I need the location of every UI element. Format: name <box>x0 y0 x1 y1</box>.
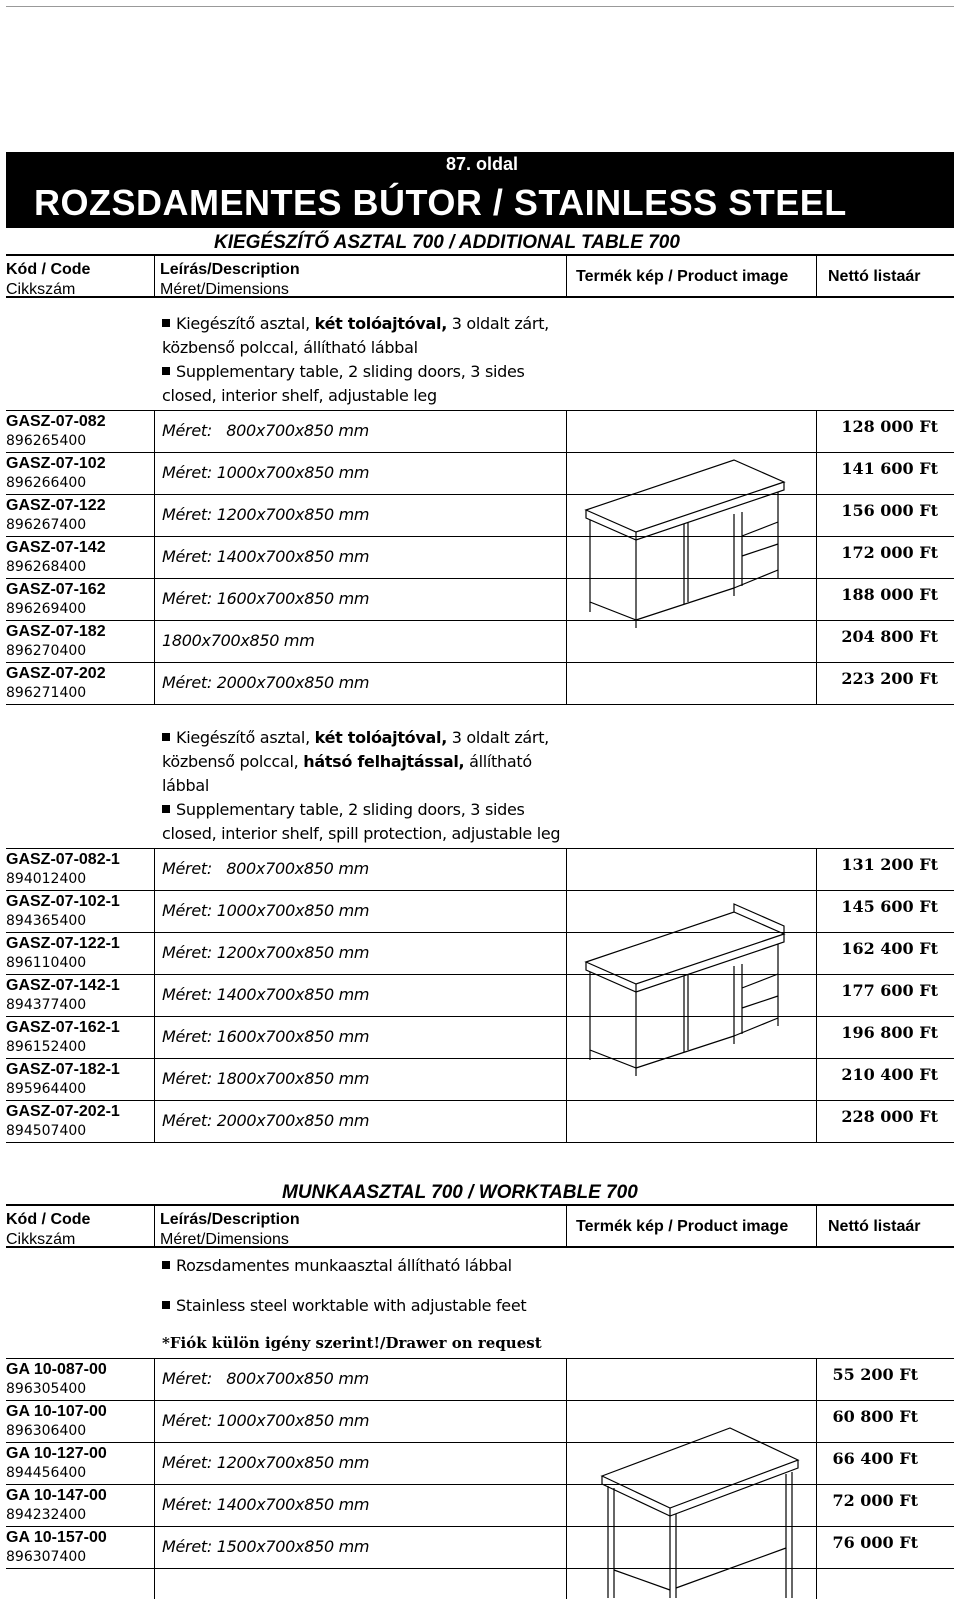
table-row: GASZ-07-162-1 896152400 Méret: 1600x700x850 mm 196 800 Ft <box>6 1019 938 1055</box>
header-image: Termék kép / Product image <box>576 268 789 285</box>
table-row: GASZ-07-142-1 894377400 Méret: 1400x700x850 mm 177 600 Ft <box>6 977 938 1013</box>
header-price: Nettó listaár <box>828 268 921 285</box>
section1-title: KIEGÉSZÍTŐ ASZTAL 700 / ADDITIONAL TABLE 700 <box>214 232 680 253</box>
header-image: Termék kép / Product image <box>576 1218 789 1235</box>
table-row: GASZ-07-122-1 896110400 Méret: 1200x700x850 mm 162 400 Ft <box>6 935 938 971</box>
title-bar <box>6 152 954 228</box>
section3-description-hu: Rozsdamentes munkaasztal állítható lábbal <box>162 1254 512 1278</box>
header-cikkszam: Cikkszám <box>6 281 76 298</box>
top-rule <box>6 6 954 7</box>
table-row: GASZ-07-122 896267400 Méret: 1200x700x850 mm 156 000 Ft <box>6 497 938 533</box>
header-dimensions: Méret/Dimensions <box>160 1231 289 1248</box>
table-row: GASZ-07-182 896270400 1800x700x850 mm 204 800 Ft <box>6 623 938 659</box>
table-row: GASZ-07-082-1 894012400 Méret: 800x700x850 mm 131 200 Ft <box>6 851 938 887</box>
header-code: Kód / Code <box>6 261 91 278</box>
table-row: GASZ-07-082 896265400 Méret: 800x700x850 mm 128 000 Ft <box>6 413 938 449</box>
worktable-image <box>600 1420 800 1598</box>
table-row: GASZ-07-202 896271400 Méret: 2000x700x850 mm 223 200 Ft <box>6 665 938 701</box>
section1-description: Kiegészítő asztal, két tolóajtóval, 3 oldalt zárt, közbenső polccal, állítható lábbal Supplementary table, 2 sliding doors, 3 sides closed, interior shelf, adjustable leg <box>162 314 549 405</box>
table-row: GASZ-07-102 896266400 Méret: 1000x700x850 mm 141 600 Ft <box>6 455 938 491</box>
section3-description-en: Stainless steel worktable with adjustable feet <box>162 1294 526 1318</box>
page-number: 87. oldal <box>445 154 518 174</box>
cabinet-table-splash-image <box>584 900 804 1076</box>
table-row: GA 10-147-00 894232400 Méret: 1400x700x850 mm 72 000 Ft <box>6 1487 918 1523</box>
table-row: GASZ-07-182-1 895964400 Méret: 1800x700x850 mm 210 400 Ft <box>6 1061 938 1097</box>
table-row: GA 10-087-00 896305400 Méret: 800x700x850 mm 55 200 Ft <box>6 1361 918 1397</box>
section3-title: MUNKAASZTAL 700 / WORKTABLE 700 <box>282 1182 638 1203</box>
page-title: ROZSDAMENTES BÚTOR / STAINLESS STEEL <box>34 182 847 223</box>
header-cikkszam: Cikkszám <box>6 1231 76 1248</box>
table-row: GASZ-07-102-1 894365400 Méret: 1000x700x850 mm 145 600 Ft <box>6 893 938 929</box>
header-description: Leírás/Description <box>160 261 300 278</box>
table-row: GASZ-07-142 896268400 Méret: 1400x700x850 mm 172 000 Ft <box>6 539 938 575</box>
table-row: GASZ-07-162 896269400 Méret: 1600x700x850 mm 188 000 Ft <box>6 581 938 617</box>
header-description: Leírás/Description <box>160 1211 300 1228</box>
table-header <box>6 254 954 298</box>
header-code: Kód / Code <box>6 1211 91 1228</box>
table-row: GA 10-107-00 896306400 Méret: 1000x700x850 mm 60 800 Ft <box>6 1403 918 1439</box>
drawer-note: *Fiók külön igény szerint!/Drawer on request <box>162 1334 542 1352</box>
header-price: Nettó listaár <box>828 1218 921 1235</box>
cabinet-table-image <box>584 452 804 628</box>
table-row: GA 10-127-00 894456400 Méret: 1200x700x850 mm 66 400 Ft <box>6 1445 918 1481</box>
table-row: GA 10-157-00 896307400 Méret: 1500x700x850 mm 76 000 Ft <box>6 1529 918 1565</box>
section2-description: Kiegészítő asztal, két tolóajtóval, 3 oldalt zárt, közbenső polccal, hátsó felhajtással, állítható lábbal Supplementary table, 2 sliding doors, 3 sides closed, interior shelf, spill protection, adjustable leg <box>162 728 561 843</box>
table-header <box>6 1204 954 1248</box>
header-dimensions: Méret/Dimensions <box>160 281 289 298</box>
table-row: GASZ-07-202-1 894507400 Méret: 2000x700x850 mm 228 000 Ft <box>6 1103 938 1139</box>
